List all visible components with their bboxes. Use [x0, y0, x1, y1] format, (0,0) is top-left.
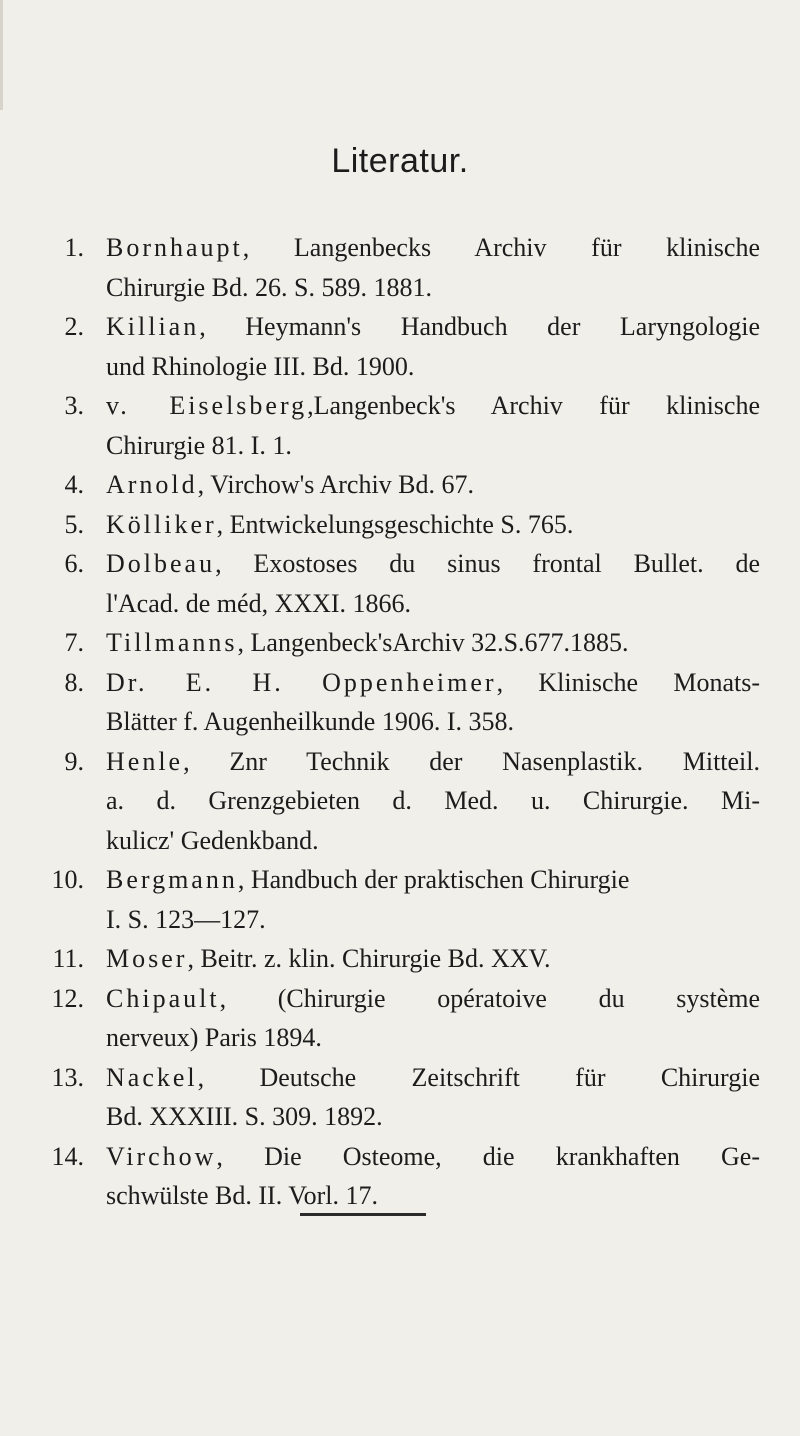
- page-title: Literatur.: [331, 142, 469, 180]
- reference-author: Dr. E. H. Oppenheimer: [106, 667, 497, 697]
- reference-item: [40, 663, 760, 742]
- end-rule: [300, 1213, 426, 1216]
- reference-text: , Znr Technik der Nasenplastik. Mitteil.: [183, 746, 760, 776]
- reference-number: 12.: [51, 983, 84, 1013]
- reference-number: 11.: [52, 944, 84, 973]
- reference-line: [106, 386, 760, 426]
- reference-text: , Deutsche Zeitschrift für Chirurgie: [197, 1062, 760, 1092]
- reference-item: [40, 228, 760, 307]
- reference-author: Chipault: [106, 983, 220, 1013]
- reference-text: ,Langenbeck's Archiv für klinische: [307, 391, 761, 420]
- reference-text: , Die Osteome, die krankhaften Ge-: [216, 1141, 760, 1171]
- reference-number: 3.: [64, 391, 84, 420]
- page-edge: [0, 0, 3, 110]
- reference-number: 1.: [64, 233, 84, 262]
- reference-item: [40, 939, 760, 979]
- reference-line: [106, 544, 760, 584]
- reference-line: [106, 860, 760, 900]
- reference-line: [106, 1058, 760, 1098]
- reference-author: Nackel: [106, 1062, 198, 1092]
- reference-line: a. d. Grenzgebieten d. Med. u. Chirurgie. Mi-: [106, 786, 760, 815]
- reference-text: , Handbuch der praktischen Chirurgie: [237, 865, 630, 894]
- reference-item: [40, 1058, 760, 1137]
- reference-text: , Virchow's Archiv Bd. 67.: [197, 470, 475, 499]
- reference-author: Bergmann: [106, 865, 238, 894]
- reference-line: Blätter f. Augenheilkunde 1906. I. 358.: [106, 707, 514, 736]
- reference-line: kulicz' Gedenkband.: [106, 825, 319, 855]
- reference-item: [40, 544, 760, 623]
- reference-line: [106, 505, 760, 545]
- reference-line: nerveux) Paris 1894.: [106, 1023, 322, 1052]
- reference-item: [40, 860, 760, 939]
- reference-line: I. S. 123—127.: [106, 904, 266, 934]
- reference-text: , Klinische Monats-: [496, 667, 760, 697]
- reference-number: 7.: [64, 628, 84, 657]
- reference-author: Arnold: [106, 470, 198, 499]
- reference-number: 10.: [51, 865, 84, 894]
- reference-author: Kölliker: [106, 509, 217, 539]
- reference-item: [40, 742, 760, 861]
- reference-item: [40, 307, 760, 386]
- reference-line: [106, 465, 760, 505]
- reference-text: , Entwickelungsgeschichte S. 765.: [216, 509, 574, 539]
- reference-line: und Rhinologie III. Bd. 1900.: [106, 351, 415, 381]
- reference-line: schwülste Bd. II. Vorl. 17.: [106, 1181, 379, 1210]
- reference-line: Bd. XXXIII. S. 309. 1892.: [106, 1102, 383, 1131]
- reference-number: 14.: [51, 1141, 84, 1171]
- reference-author: Virchow: [106, 1141, 217, 1171]
- reference-item: [40, 1137, 760, 1216]
- reference-item: [40, 465, 760, 505]
- reference-author: Moser: [106, 944, 188, 973]
- reference-author: Henle: [106, 746, 184, 776]
- reference-text: , Exostoses du sinus frontal Bullet. de: [215, 549, 760, 578]
- reference-author: Dolbeau: [106, 549, 216, 578]
- reference-text: , Langenbeck'sArchiv 32.S.677.1885.: [237, 628, 629, 657]
- reference-text: , (Chirurgie opératoive du système: [219, 983, 760, 1013]
- reference-author: v. Eiselsberg: [106, 391, 308, 420]
- reference-line: [106, 1137, 760, 1177]
- reference-number: 4.: [64, 470, 84, 499]
- reference-list: [40, 228, 760, 1216]
- reference-line: [106, 623, 760, 663]
- reference-line: [106, 939, 760, 979]
- reference-item: [40, 979, 760, 1058]
- reference-text: , Heymann's Handbuch der Laryngologie: [199, 312, 760, 341]
- reference-number: 5.: [64, 509, 84, 539]
- reference-number: 6.: [64, 549, 84, 578]
- reference-number: 2.: [64, 312, 84, 341]
- reference-item: [40, 386, 760, 465]
- reference-author: Tillmanns: [106, 628, 238, 657]
- reference-line: [106, 307, 760, 347]
- reference-number: 13.: [51, 1062, 84, 1092]
- reference-line: [106, 663, 760, 703]
- reference-text: , Langenbecks Archiv für klinische: [242, 233, 760, 262]
- reference-line: [106, 228, 760, 268]
- reference-author: Bornhaupt: [106, 233, 243, 262]
- reference-text: , Beitr. z. klin. Chirurgie Bd. XXV.: [187, 944, 551, 973]
- reference-item: [40, 505, 760, 545]
- reference-author: Killian: [106, 312, 200, 341]
- reference-line: l'Acad. de méd, XXXI. 1866.: [106, 588, 412, 618]
- reference-line: Chirurgie Bd. 26. S. 589. 1881.: [106, 272, 432, 302]
- reference-number: 9.: [64, 746, 84, 776]
- reference-line: Chirurgie 81. I. 1.: [106, 430, 292, 460]
- reference-line: [106, 979, 760, 1019]
- reference-number: 8.: [64, 667, 84, 697]
- reference-line: [106, 742, 760, 782]
- reference-item: [40, 623, 760, 663]
